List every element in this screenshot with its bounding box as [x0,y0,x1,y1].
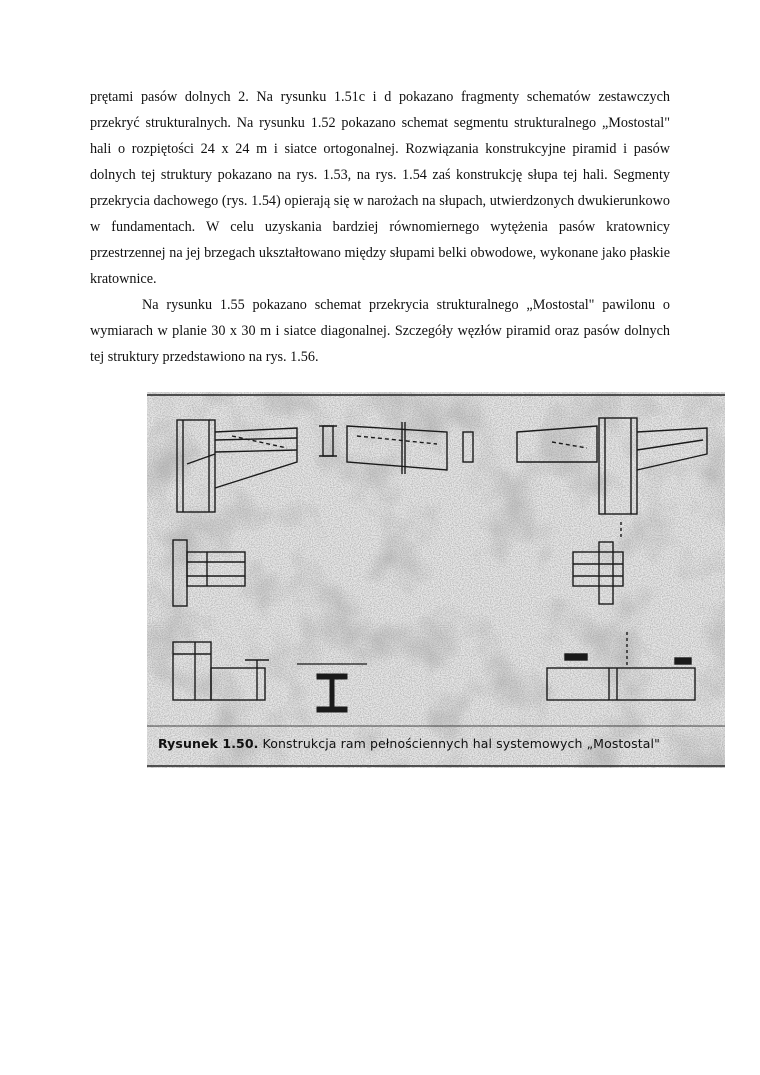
figure-caption-label: Rysunek 1.50. [158,736,259,751]
figure-caption-text: Konstrukcja ram pełnościennych hal systemowych „Mostostal" [258,736,660,751]
paragraph-1: prętami pasów dolnych 2. Na rysunku 1.51c i d pokazano fragmenty schematów zestawczych przekryć strukturalnych. Na rysunku 1.52 pokazano schemat segmentu strukturalnego „Mostostal" hali o rozpiętości 24 x 24 m i siatce ortogonalnej. Rozwiązania konstrukcyjne piramid i pasów dolnych tej struktury pokazano na rys. 1.53, na rys. 1.54 zaś konstrukcję słupa tej hali. Segmenty przekrycia dachowego (rys. 1.54) opierają się w narożach na słupach, utwierdzonych dwukierunkowo w fundamentach. W celu uzyskania bardziej równomiernego wytężenia pasów kratownicy przestrzennej na jej brzegach ukształtowano między słupami belki obwodowe, wykonane jako płaskie kratownice. [90,89,670,287]
figure-caption [158,736,718,751]
body-text [90,84,670,370]
figure-scanned-drawing [147,392,725,768]
paragraph-2: Na rysunku 1.55 pokazano schemat przekrycia strukturalnego „Mostostal" pawilonu o wymiarach w planie 30 x 30 m i siatce diagonalnej. Szczegóły węzłów piramid oraz pasów dolnych tej struktury przedstawiono na rys. 1.56. [90,297,670,365]
figure-drawing-svg [147,392,725,768]
figure-grain-texture [147,392,725,768]
